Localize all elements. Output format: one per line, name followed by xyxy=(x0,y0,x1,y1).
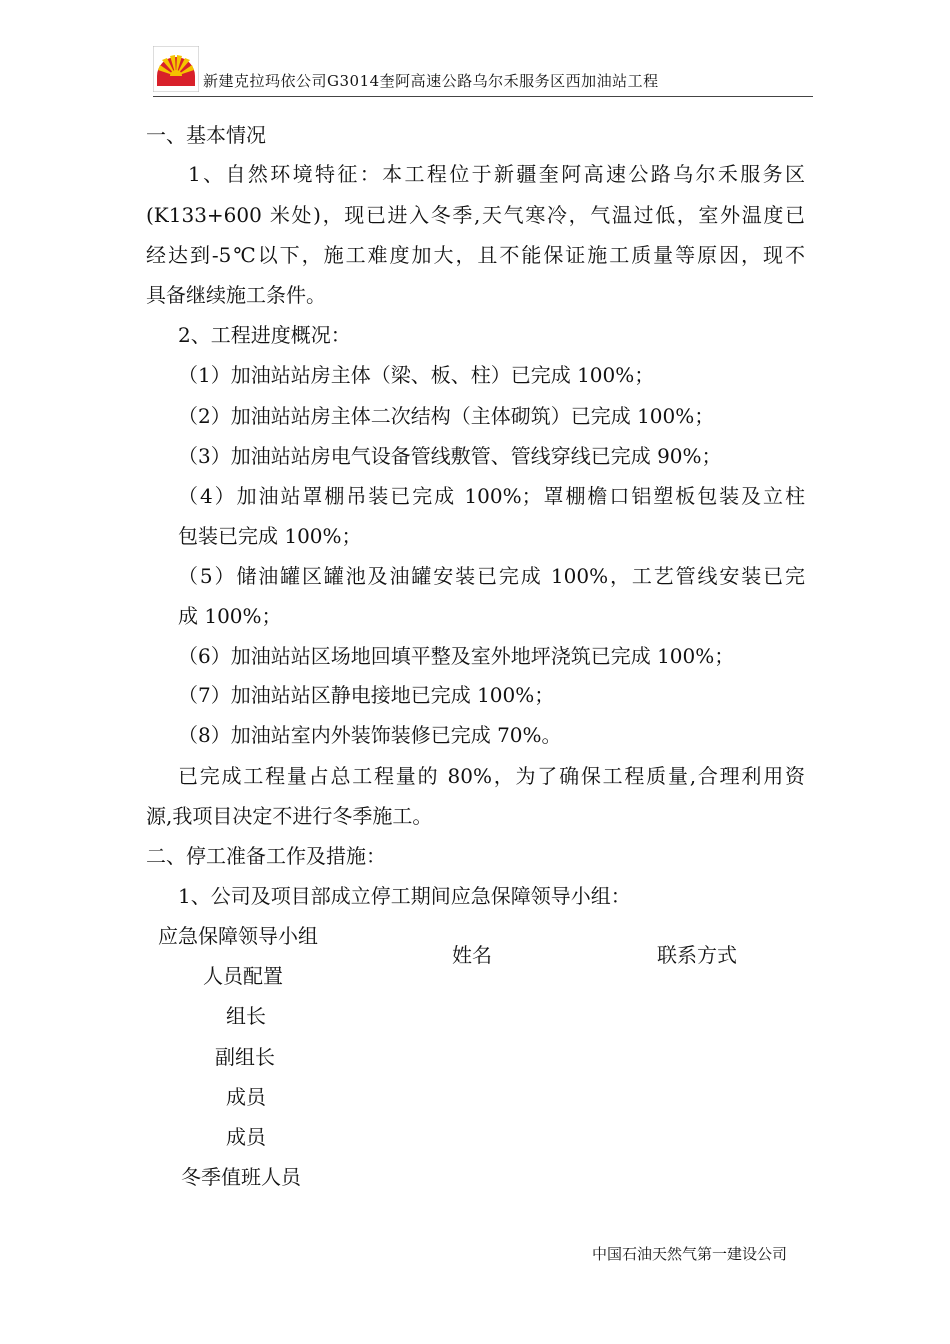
progress-item-8: （8）加油站室内外装饰装修已完成 70%。 xyxy=(178,723,562,747)
table-row-deputy-leader: 副组长 xyxy=(215,1045,275,1069)
section-2-title: 二、停工准备工作及措施： xyxy=(146,844,386,868)
progress-item-5-line-2: 成 100%； xyxy=(178,604,282,628)
paragraph-1-line-2: (K133+600 米处)，现已进入冬季,天气寒冷，气温过低，室外温度已 xyxy=(146,203,805,227)
progress-title: 2、工程进度概况： xyxy=(178,323,351,347)
header-divider xyxy=(153,96,813,97)
table-header-staffing: 人员配置 xyxy=(203,964,283,988)
section-1-title: 一、基本情况 xyxy=(146,123,266,147)
paragraph-1-line-4: 具备继续施工条件。 xyxy=(146,283,326,307)
table-row-winter-duty: 冬季值班人员 xyxy=(181,1165,301,1189)
section-2-paragraph-1: 1、公司及项目部成立停工期间应急保障领导小组： xyxy=(178,884,631,908)
header-title: 新建克拉玛依公司G3014奎阿高速公路乌尔禾服务区西加油站工程 xyxy=(203,72,659,90)
progress-item-2: （2）加油站站房主体二次结构（主体砌筑）已完成 100%； xyxy=(178,404,715,428)
table-header-contact: 联系方式 xyxy=(657,943,737,967)
footer-company: 中国石油天然气第一建设公司 xyxy=(592,1245,788,1263)
table-row-member-1: 成员 xyxy=(226,1085,266,1109)
progress-item-1: （1）加油站站房主体（梁、板、柱）已完成 100%； xyxy=(178,363,655,387)
progress-item-4-line-1: （4）加油站罩棚吊装已完成 100%；罩棚檐口铝塑板包装及立柱 xyxy=(178,484,805,508)
cnpc-logo xyxy=(153,46,199,92)
progress-item-3: （3）加油站站房电气设备管线敷管、管线穿线已完成 90%； xyxy=(178,444,722,468)
table-header-group: 应急保障领导小组 xyxy=(158,924,318,948)
paragraph-1-line-1: 1、自然环境特征：本工程位于新疆奎阿高速公路乌尔禾服务区 xyxy=(188,162,805,186)
progress-item-6: （6）加油站站区场地回填平整及室外地坪浇筑已完成 100%； xyxy=(178,644,735,668)
table-row-member-2: 成员 xyxy=(226,1125,266,1149)
table-row-leader: 组长 xyxy=(226,1004,266,1028)
summary-line-1: 已完成工程量占总工程量的 80%，为了确保工程质量,合理利用资 xyxy=(178,764,805,788)
page-header xyxy=(153,46,813,96)
summary-line-2: 源,我项目决定不进行冬季施工。 xyxy=(146,804,433,828)
table-header-name: 姓名 xyxy=(452,943,492,967)
progress-item-7: （7）加油站站区静电接地已完成 100%； xyxy=(178,683,555,707)
progress-item-4-line-2: 包装已完成 100%； xyxy=(178,524,362,548)
paragraph-1-line-3: 经达到-5℃以下，施工难度加大，且不能保证施工质量等原因，现不 xyxy=(146,243,805,267)
progress-item-5-line-1: （5）储油罐区罐池及油罐安装已完成 100%，工艺管线安装已完 xyxy=(178,564,805,588)
